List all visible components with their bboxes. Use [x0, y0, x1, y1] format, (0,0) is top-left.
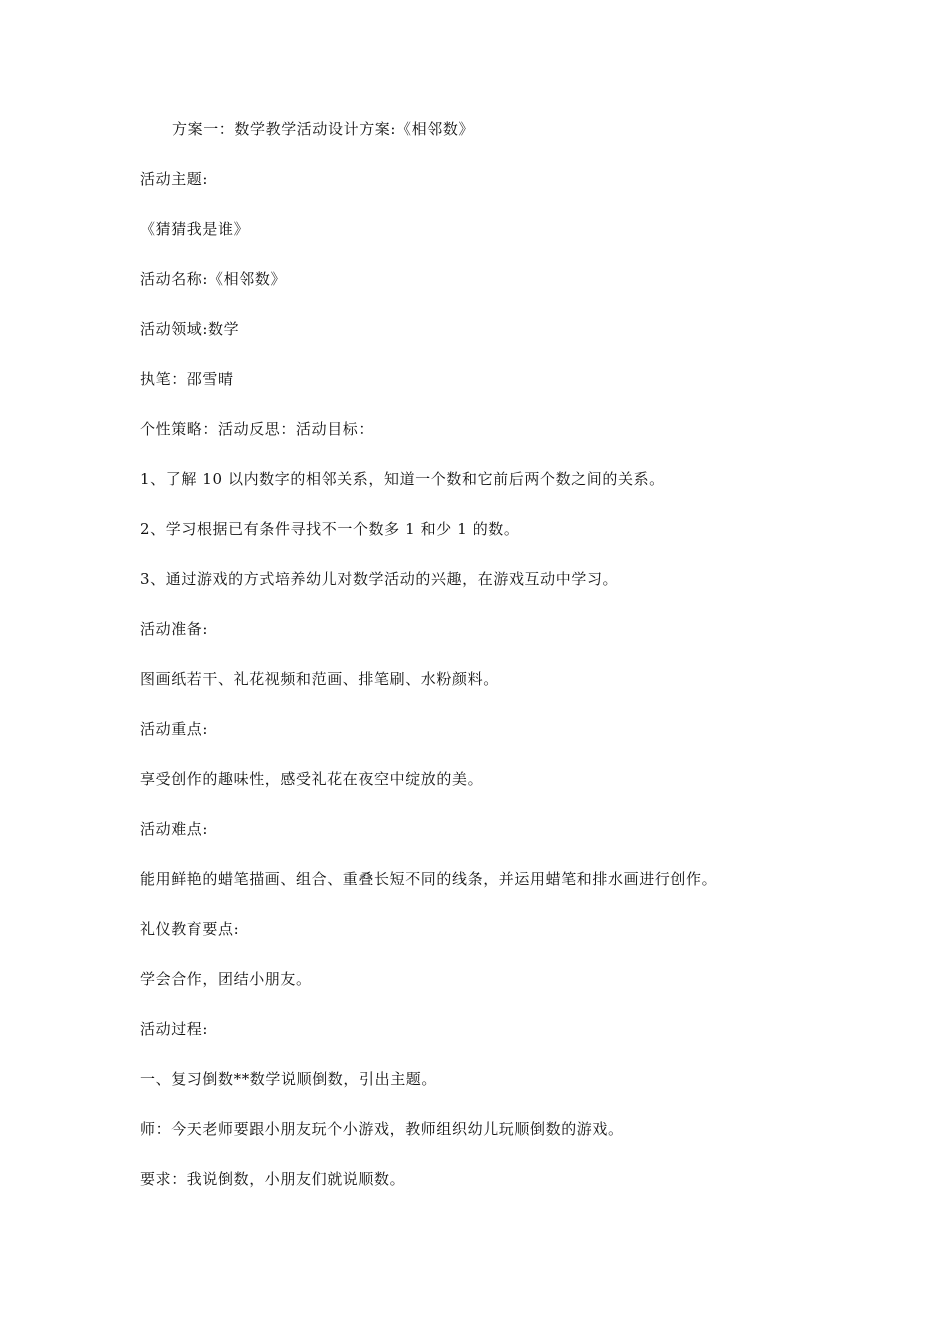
paragraph-activity-domain: 活动领域:数学 [140, 320, 240, 338]
paragraph-strategy-goals: 个性策略：活动反思：活动目标： [140, 420, 375, 438]
paragraph-process-step-1: 一、复习倒数**数学说顺倒数，引出主题。 [140, 1070, 438, 1088]
paragraph-teacher-dialogue: 师：今天老师要跟小朋友玩个小游戏，教师组织幼儿玩顺倒数的游戏。 [140, 1120, 624, 1138]
paragraph-author: 执笔：邵雪晴 [140, 370, 234, 388]
paragraph-preparation-label: 活动准备: [140, 620, 209, 638]
paragraph-activity-theme-label: 活动主题: [140, 170, 209, 188]
document-body [140, 114, 820, 1214]
paragraph-activity-theme: 《猜猜我是谁》 [140, 220, 250, 238]
paragraph-key-point-label: 活动重点: [140, 720, 209, 738]
paragraph-preparation: 图画纸若干、礼花视频和范画、排笔刷、水粉颜料。 [140, 670, 499, 688]
paragraph-goal-2: 2、学习根据已有条件寻找不一个数多 1 和少 1 的数。 [140, 520, 520, 538]
paragraph-activity-name: 活动名称:《相邻数》 [140, 270, 287, 288]
paragraph-process-label: 活动过程: [140, 1020, 209, 1038]
document-title: 方案一：数学教学活动设计方案:《相邻数》 [172, 120, 475, 138]
paragraph-goal-3: 3、通过游戏的方式培养幼儿对数学活动的兴趣，在游戏互动中学习。 [140, 570, 619, 588]
paragraph-goal-1: 1、了解 10 以内数字的相邻关系，知道一个数和它前后两个数之间的关系。 [140, 470, 665, 488]
paragraph-etiquette-label: 礼仪教育要点: [140, 920, 240, 938]
paragraph-difficulty: 能用鲜艳的蜡笔描画、组合、重叠长短不同的线条，并运用蜡笔和排水画进行创作。 [140, 870, 718, 888]
paragraph-requirement: 要求：我说倒数，小朋友们就说顺数。 [140, 1170, 406, 1188]
paragraph-etiquette: 学会合作，团结小朋友。 [140, 970, 312, 988]
paragraph-key-point: 享受创作的趣味性，感受礼花在夜空中绽放的美。 [140, 770, 484, 788]
paragraph-difficulty-label: 活动难点: [140, 820, 209, 838]
